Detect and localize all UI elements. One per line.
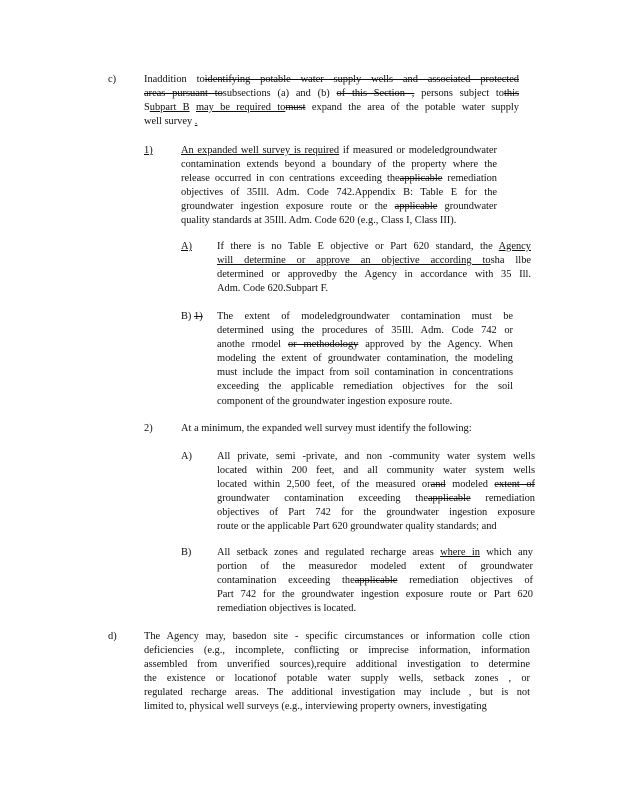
section-c2a-text-line: route or the applicable Part 620 groundwater quality standards; and bbox=[217, 521, 497, 533]
section-c2a-text-line: groundwater contamination exceeding theapplicable remediation bbox=[217, 493, 535, 505]
section-c1a-label: A) bbox=[181, 241, 192, 252]
section-c1a-text-line: determined or approvedby the Agency in accordance with 35 Ill. bbox=[217, 269, 531, 281]
section-c2b-text-line: portion of the measuredor modeled extent of groundwater bbox=[217, 561, 533, 573]
section-c1-text-line: contamination extends beyond a boundary of the property where the bbox=[181, 159, 497, 171]
section-c2b-label: B) bbox=[181, 547, 192, 558]
section-c1-label: 1) bbox=[144, 145, 153, 156]
section-d-text-line: assembled from unverified sources),require additional investigation to determine bbox=[144, 659, 530, 671]
section-c1a-text-line: will determine or approve an objective according tosha llbe bbox=[217, 255, 532, 267]
section-c1-text-line: An expanded well survey is required if measured or modeledgroundwater bbox=[181, 145, 498, 156]
section-c2a-text-line: located within 200 feet, and all community water system wells bbox=[217, 465, 535, 477]
section-c2-text-line: At a minimum, the expanded well survey must identify the following: bbox=[181, 423, 472, 434]
section-d-label: d) bbox=[108, 631, 117, 642]
section-c-text-line: areas pursuant tosubsections (a) and (b) of this Section , persons subject tothis bbox=[144, 88, 519, 100]
section-c1-text-line: quality standards at 35Ill. Adm. Code 620 (e.g., Class I, Class III). bbox=[181, 215, 457, 227]
section-d-text-line: regulated recharge areas. The additional investigation may include , but is not bbox=[144, 687, 530, 699]
section-c1b-text-line: exceeding the applicable remediation objectives for the soil bbox=[217, 381, 513, 393]
section-d-text-line: The Agency may, basedon site - specific circumstances or information colle ction bbox=[144, 631, 530, 642]
section-c2a-text bbox=[217, 450, 535, 535]
section-c1a-text-line: Adm. Code 620.Subpart F. bbox=[217, 283, 329, 295]
section-c2b-text-line: All setback zones and regulated recharge areas where in which any bbox=[217, 547, 533, 558]
section-c1a-text bbox=[217, 240, 531, 296]
section-c2b-text-line: contamination exceeding theapplicable remediation objectives of bbox=[217, 575, 533, 587]
section-c-label: c) bbox=[108, 74, 117, 85]
section-c1-text-line: objectives of 35Ill. Adm. Code 742.Appendix B: Table E for the bbox=[181, 187, 497, 199]
section-c2a-text-line: located within 2,500 feet, of the measured orand modeled extent of bbox=[217, 479, 535, 491]
section-c-text bbox=[144, 73, 519, 129]
section-c2b-text-line: remediation objectives is located. bbox=[217, 603, 357, 615]
section-d-text-line: limited to, physical well surveys (e.g., interviewing property owners, investigating bbox=[144, 701, 487, 713]
section-c-text-line: Inaddition toidentifying potable water supply wells and associated protected bbox=[144, 74, 519, 85]
section-c2b-text-line: Part 742 for the groundwater ingestion exposure route or Part 620 bbox=[217, 589, 533, 601]
section-c-text-line: Subpart B may be required tomust expand the area of the potable water supply bbox=[144, 102, 519, 114]
section-c1b-text-line: must include the impact from soil contamination in concentrations bbox=[217, 367, 513, 379]
section-c2a-label: A) bbox=[181, 451, 192, 462]
section-c1b-text-line: modeling the extent of groundwater contamination, the modeling bbox=[217, 353, 513, 365]
section-d-text bbox=[144, 630, 530, 715]
section-c2-text bbox=[181, 422, 515, 436]
section-c2a-text-line: All private, semi -private, and non -community water system wells bbox=[217, 451, 535, 462]
section-c2-label: 2) bbox=[144, 423, 153, 434]
section-c-text-line: well survey . bbox=[144, 116, 198, 128]
section-c1-text bbox=[181, 144, 497, 229]
section-c1-text-line: release occurred in con centrations exceeding theapplicable remediation bbox=[181, 173, 497, 185]
section-c1b-text-line: The extent of modeledgroundwater contamination must be bbox=[217, 311, 513, 322]
section-c1b-text-line: anothe rmodel or methodology approved by the Agency. When bbox=[217, 339, 513, 351]
section-d-text-line: deficiencies (e.g., incomplete, conflicting or imprecise information, information bbox=[144, 645, 530, 657]
section-d-text-line: the existence or locationof potable water supply wells, setback zones , or bbox=[144, 673, 530, 685]
section-c1b-text-line: determined using the procedures of 35Ill. Adm. Code 742 or bbox=[217, 325, 513, 337]
section-c1b-text bbox=[217, 310, 513, 409]
section-c2a-text-line: objectives of Part 742 for the groundwater ingestion exposure bbox=[217, 507, 535, 519]
section-c1b-text-line: component of the groundwater ingestion exposure route. bbox=[217, 395, 453, 407]
section-c1b-label: B) 1) bbox=[181, 311, 203, 322]
section-c1-text-line: groundwater ingestion exposure route or the applicable groundwater bbox=[181, 201, 498, 213]
section-c1a-text-line: If there is no Table E objective or Part 620 standard, the Agency bbox=[217, 241, 531, 252]
section-c2b-text bbox=[217, 546, 533, 616]
